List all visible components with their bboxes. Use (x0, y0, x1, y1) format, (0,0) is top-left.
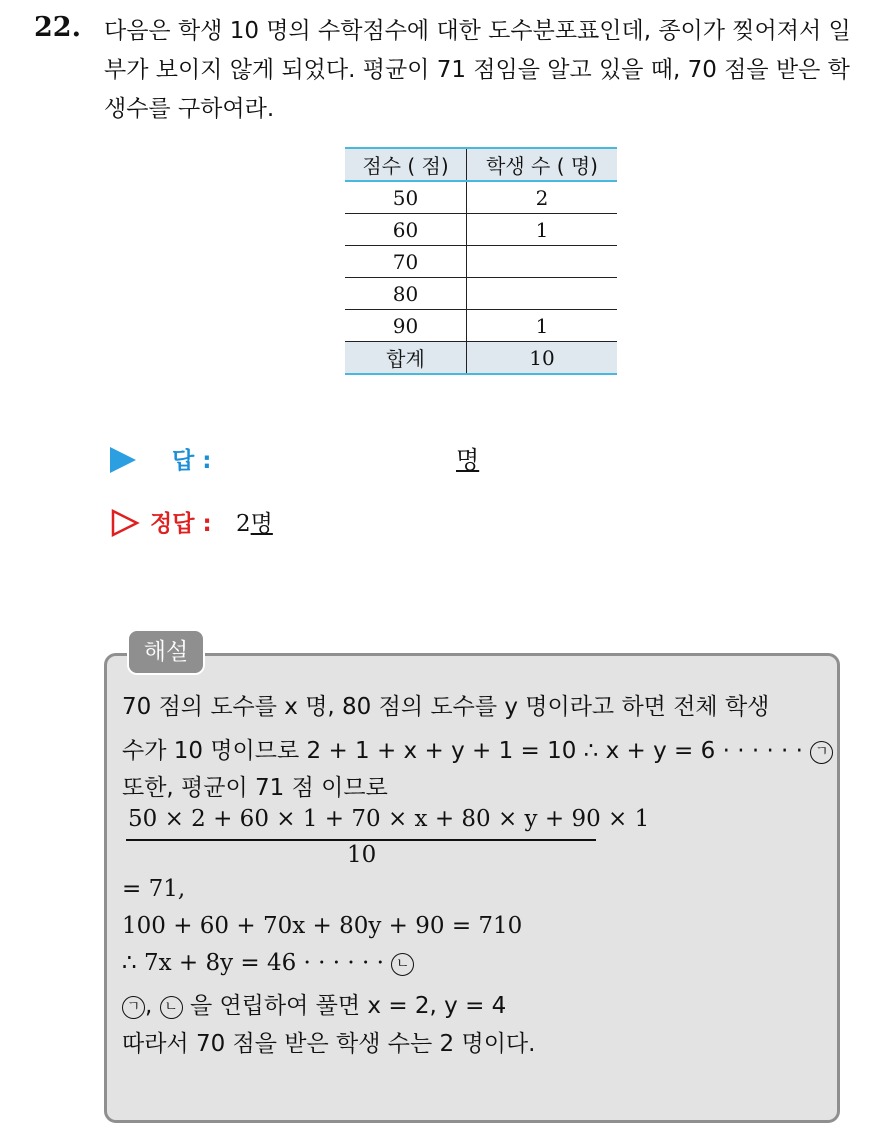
fraction-numerator: 50 × 2 + 60 × 1 + 70 × x + 80 × y + 90 × 1 (128, 806, 650, 832)
header-score: 점수 ( 점) (345, 148, 467, 181)
table-row (345, 278, 617, 310)
cell-count: 2 (467, 181, 618, 214)
answer-arrow-icon (110, 447, 136, 473)
cell-count: 1 (467, 310, 618, 342)
solution-line-9: 따라서 70 점을 받은 학생 수는 2 명이다. (122, 1031, 536, 1057)
cell-total-label: 합계 (345, 342, 467, 375)
solution-tag: 해설 (127, 629, 205, 675)
solution-line-7 (122, 950, 842, 976)
cell-score: 70 (345, 246, 467, 278)
correct-answer-unit: 명 (250, 511, 273, 537)
fraction-bar (126, 839, 596, 841)
cell-total-value: 10 (467, 342, 618, 375)
frequency-table (345, 147, 617, 375)
solution-line-8-text: 을 연립하여 풀면 x = 2, y = 4 (189, 993, 507, 1019)
answer-blank-unit: 명 (456, 446, 480, 474)
cell-count (467, 278, 618, 310)
circled-label-1-ref: ㄱ (122, 996, 145, 1019)
cell-score: 80 (345, 278, 467, 310)
table-total-row (345, 342, 617, 375)
correct-answer-arrow-icon (110, 508, 140, 538)
question-number: 22. (34, 12, 81, 43)
table-row (345, 181, 617, 214)
correct-answer-value (236, 505, 273, 538)
cell-score: 90 (345, 310, 467, 342)
solution-line-3: 또한, 평균이 71 점 이므로 (122, 775, 388, 801)
circled-label-1: ㄱ (810, 741, 833, 764)
solution-line-2 (122, 732, 842, 765)
solution-line-6: 100 + 60 + 70x + 80y + 90 = 710 (122, 913, 523, 939)
table-row (345, 310, 617, 342)
fraction-denominator: 10 (347, 842, 377, 868)
solution-line-2-text: 수가 10 명이므로 2 + 1 + x + y + 1 = 10 ∴ x + y = 6 · · · · · · (122, 738, 803, 764)
circled-label-2: ㄴ (391, 953, 414, 976)
correct-answer-label: 정답 : (150, 511, 212, 537)
correct-answer-number: 2 (236, 511, 251, 537)
solution-line-1: 70 점의 도수를 x 명, 80 점의 도수를 y 명이라고 하면 전체 학생 (122, 694, 770, 720)
table-header-row (345, 148, 617, 181)
header-students: 학생 수 ( 명) (467, 148, 618, 181)
table-row (345, 246, 617, 278)
solution-line-8: ㄱ , ㄴ 을 연립하여 풀면 x = 2, y = 4 (122, 987, 842, 1020)
answer-label: 답 : (172, 448, 212, 474)
cell-count (467, 246, 618, 278)
question-text: 다음은 학생 10 명의 수학점수에 대한 도수분포표인데, 종이가 찢어져서 일부가 보이지 않게 되었다. 평균이 71 점임을 알고 있을 때, 70 점을 받은 학생수를 구하여라. (104, 18, 851, 122)
cell-score: 60 (345, 214, 467, 246)
solution-line-5: = 71, (122, 876, 186, 902)
cell-score: 50 (345, 181, 467, 214)
cell-count: 1 (467, 214, 618, 246)
solution-line-7-text: ∴ 7x + 8y = 46 · · · · · · (122, 950, 384, 976)
table-row (345, 214, 617, 246)
circled-label-2-ref: ㄴ (160, 996, 183, 1019)
